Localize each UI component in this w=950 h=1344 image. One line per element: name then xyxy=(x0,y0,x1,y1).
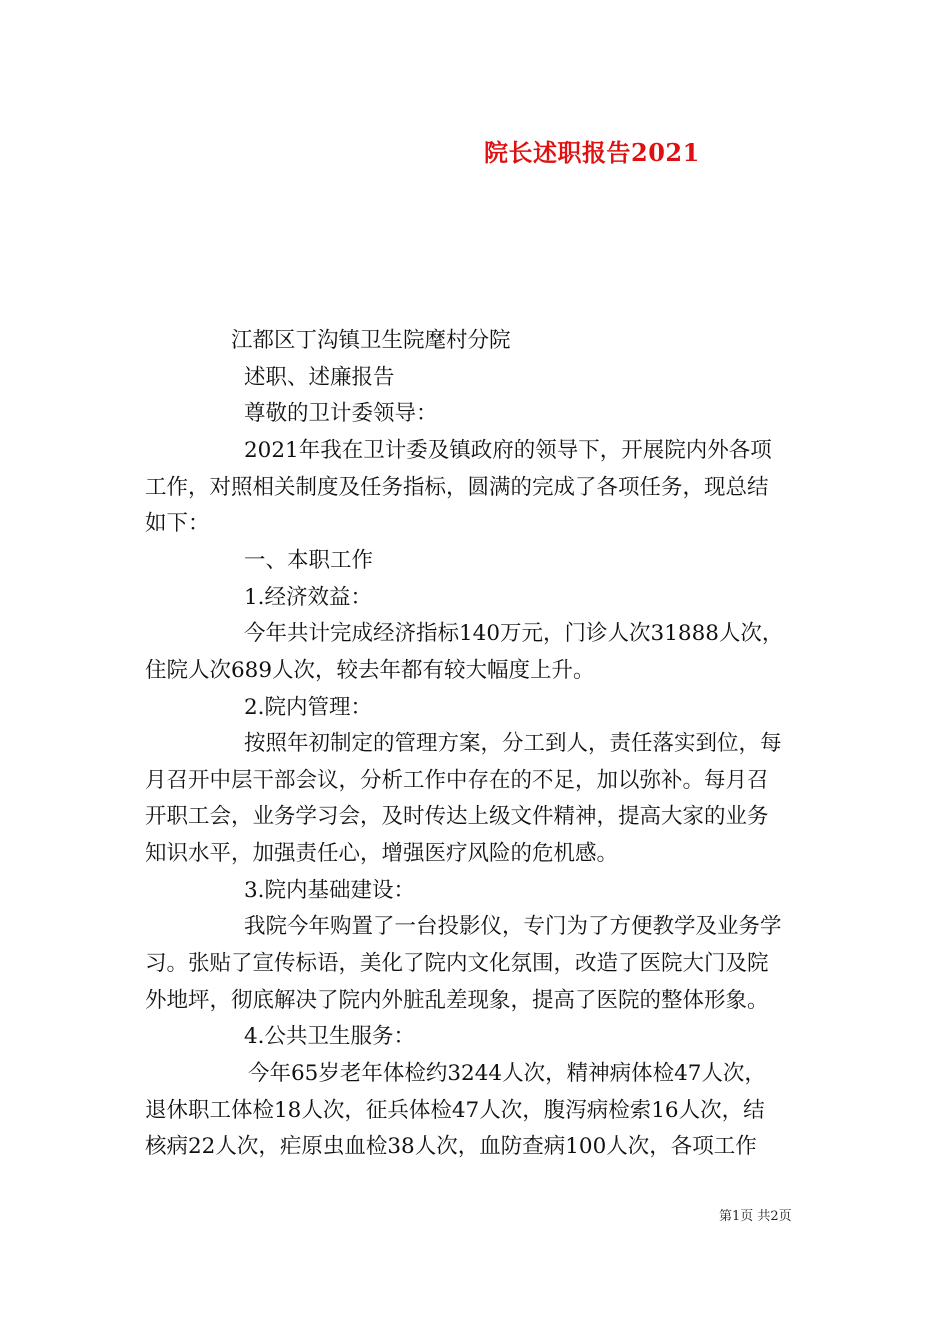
body-line: 开职工会，业务学习会，及时传达上级文件精神，提高大家的业务 xyxy=(145,804,769,829)
body-line: 我院今年购置了一台投影仪，专门为了方便教学及业务学 xyxy=(244,914,782,939)
body-line: 如下： xyxy=(145,511,210,536)
body-line: 尊敬的卫计委领导： xyxy=(244,401,438,426)
body-line: 知识水平，加强责任心，增强医疗风险的危机感。 xyxy=(145,841,619,866)
page-number: 第1页 共2页 xyxy=(719,1209,792,1224)
subsection-heading: 2.院内管理： xyxy=(244,695,373,720)
subsection-heading: 1.经济效益： xyxy=(244,585,373,610)
subsection-heading: 3.院内基础建设： xyxy=(244,878,416,903)
body-line: 核病22人次，疟原虫血检38人次，血防查病100人次，各项工作 xyxy=(145,1134,757,1159)
body-line: 今年共计完成经济指标140万元，门诊人次31888人次， xyxy=(244,621,784,646)
body-line: 月召开中层干部会议，分析工作中存在的不足，加以弥补。每月召 xyxy=(145,768,769,793)
body-line: 习。张贴了宣传标语，美化了院内文化氛围，改造了医院大门及院 xyxy=(145,951,769,976)
body-line: 2021年我在卫计委及镇政府的领导下，开展院内外各项 xyxy=(244,438,772,463)
body-line: 退休职工体检18人次，征兵体检47人次，腹泻病检索16人次，结 xyxy=(145,1098,765,1123)
section-heading: 一、本职工作 xyxy=(244,548,374,573)
body-line: 江都区丁沟镇卫生院麾村分院 xyxy=(231,328,511,353)
body-line: 述职、述廉报告 xyxy=(244,365,395,390)
body-line: 按照年初制定的管理方案，分工到人，责任落实到位，每 xyxy=(244,731,782,756)
body-line: 今年65岁老年体检约3244人次，精神病体检47人次， xyxy=(248,1061,766,1086)
subsection-heading: 4.公共卫生服务： xyxy=(244,1024,416,1049)
body-line: 工作，对照相关制度及任务指标，圆满的完成了各项任务，现总结 xyxy=(145,475,769,500)
document-title: 院长述职报告2021 xyxy=(484,138,700,167)
body-line: 住院人次689人次，较去年都有较大幅度上升。 xyxy=(145,658,595,683)
body-line: 外地坪，彻底解决了院内外脏乱差现象，提高了医院的整体形象。 xyxy=(145,988,769,1013)
